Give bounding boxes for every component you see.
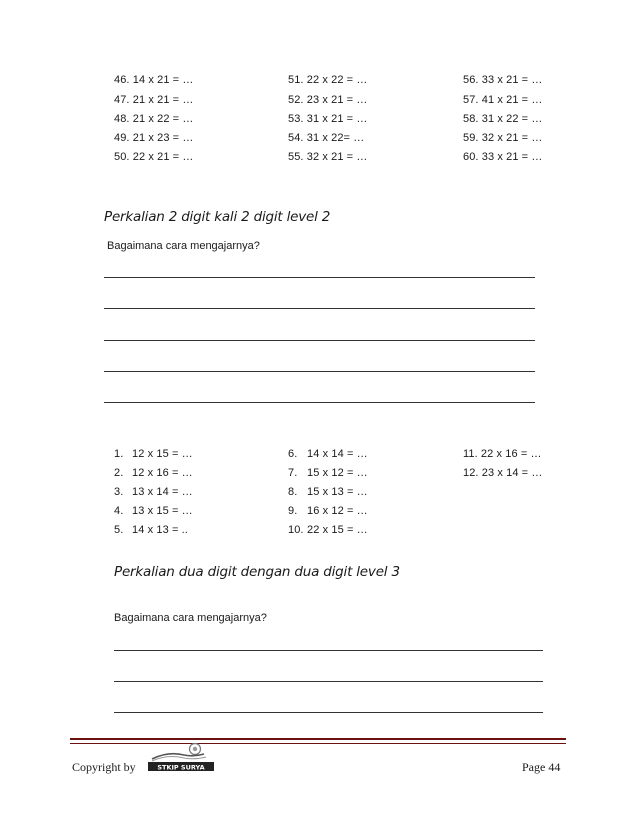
answer-line[interactable] [104, 340, 535, 341]
problem-3: 3. 13 x 14 = … [114, 486, 193, 498]
stkip-surya-logo [148, 740, 214, 772]
problem-6: 6. 14 x 14 = … [288, 448, 368, 460]
problem-1: 1. 12 x 15 = … [114, 448, 193, 460]
problem-53: 53. 31 x 21 = … [288, 113, 368, 125]
problem-10: 10. 22 x 15 = … [288, 524, 368, 536]
copyright-text: Copyright by [72, 760, 136, 774]
page-number: Page 44 [522, 760, 561, 774]
section-heading-level-2: Perkalian 2 digit kali 2 digit level 2 [104, 209, 331, 225]
problem-11: 11. 22 x 16 = … [463, 448, 542, 460]
problem-58: 58. 31 x 22 = … [463, 113, 543, 125]
problem-49: 49. 21 x 23 = … [114, 132, 194, 144]
problem-60: 60. 33 x 21 = … [463, 151, 543, 163]
problem-50: 50. 22 x 21 = … [114, 151, 194, 163]
problem-54: 54. 31 x 22= … [288, 132, 365, 144]
problem-5: 5. 14 x 13 = .. [114, 524, 188, 536]
problem-46: 46. 14 x 21 = … [114, 74, 194, 86]
answer-line[interactable] [104, 371, 535, 372]
problem-9: 9. 16 x 12 = … [288, 505, 368, 517]
problem-48: 48. 21 x 22 = … [114, 113, 194, 125]
question-level-2: Bagaimana cara mengajarnya? [107, 240, 260, 252]
answer-line[interactable] [114, 650, 543, 651]
problem-47: 47. 21 x 21 = … [114, 94, 194, 106]
answer-line[interactable] [104, 277, 535, 278]
answer-line[interactable] [104, 402, 535, 403]
logo-text: STKIP SURYA [157, 763, 205, 772]
problem-8: 8. 15 x 13 = … [288, 486, 368, 498]
problem-56: 56. 33 x 21 = … [463, 74, 543, 86]
question-level-3: Bagaimana cara mengajarnya? [114, 612, 267, 624]
problem-4: 4. 13 x 15 = … [114, 505, 193, 517]
problem-12: 12. 23 x 14 = … [463, 467, 543, 479]
answer-line[interactable] [114, 712, 543, 713]
problem-7: 7. 15 x 12 = … [288, 467, 368, 479]
problem-52: 52. 23 x 21 = … [288, 94, 368, 106]
section-heading-level-3: Perkalian dua digit dengan dua digit level 3 [114, 564, 400, 580]
answer-line[interactable] [104, 308, 535, 309]
problem-59: 59. 32 x 21 = … [463, 132, 543, 144]
problem-55: 55. 32 x 21 = … [288, 151, 368, 163]
problem-2: 2. 12 x 16 = … [114, 467, 193, 479]
footer-rule-thin [70, 743, 566, 744]
answer-line[interactable] [114, 681, 543, 682]
problem-51: 51. 22 x 22 = … [288, 74, 368, 86]
problem-57: 57. 41 x 21 = … [463, 94, 543, 106]
footer-rule-thick [70, 738, 566, 740]
